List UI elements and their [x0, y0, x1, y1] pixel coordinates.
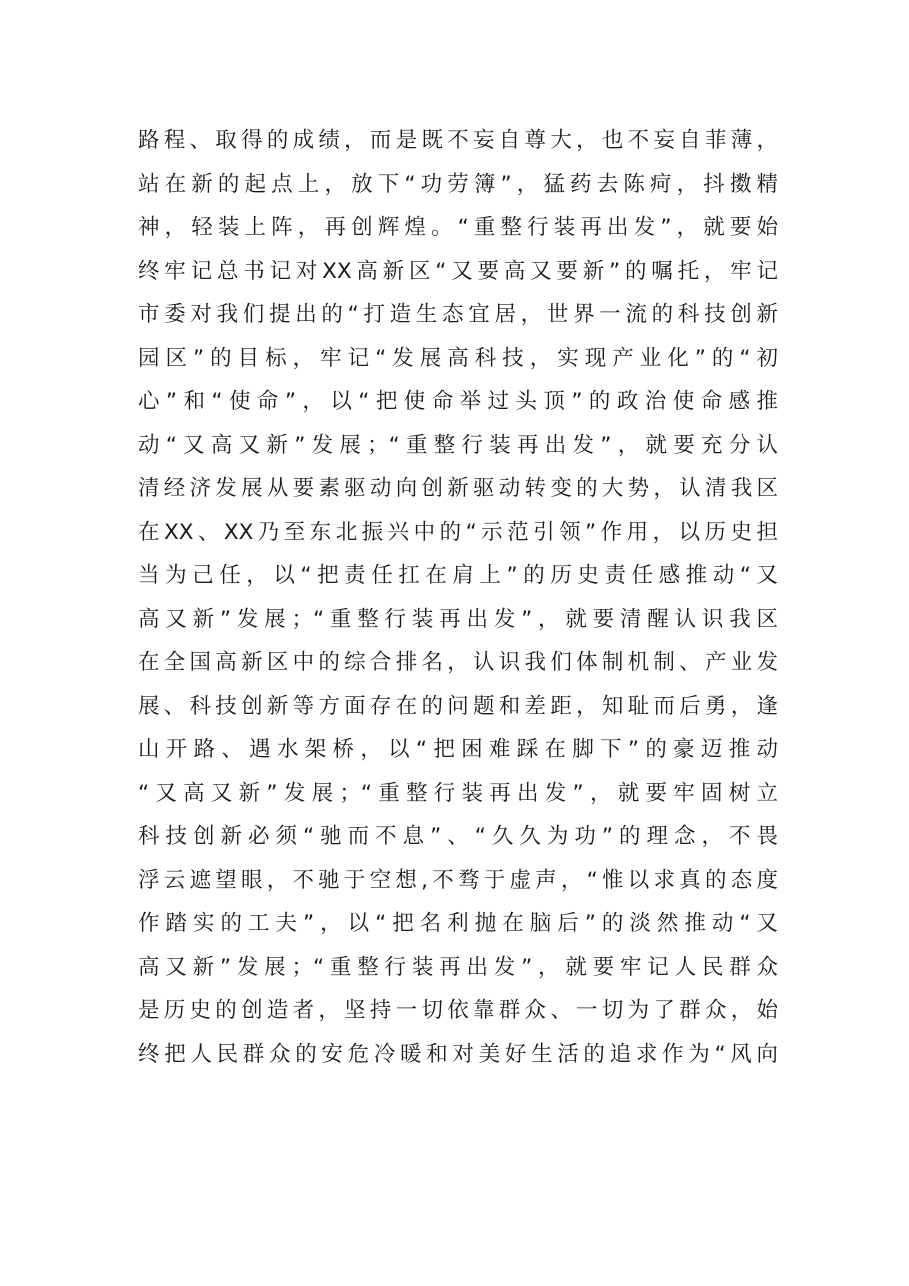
text-line: 作踏实的工夫”，以“把名利抛在脑后”的淡然推动“又 — [138, 911, 778, 936]
text-line: 市委对我们提出的“打造生态宜居，世界一流的科技创新 — [138, 302, 778, 327]
text-line: 是历史的创造者，坚持一切依靠群众、一切为了群众，始 — [138, 998, 778, 1023]
text-line: 当为己任，以“把责任扛在肩上”的历史责任感推动“又 — [138, 563, 778, 588]
text-line: 终把人民群众的安危冷暖和对美好生活的追求作为“风向 — [138, 1041, 778, 1067]
text-line: 终牢记总书记对XX高新区“又要高又要新”的嘱托，牢记 — [138, 258, 778, 284]
text-line: 高又新”发展；“重整行装再出发”，就要清醒认识我区 — [138, 606, 778, 632]
text-line: 清经济发展从要素驱动向创新驱动转变的大势，认清我区 — [138, 476, 778, 501]
text-line: 科技创新必须“驰而不息”、“久久为功”的理念，不畏 — [138, 824, 778, 849]
text-line: 展、科技创新等方面存在的问题和差距，知耻而后勇，逢 — [138, 693, 778, 719]
text-line: 山开路、遇水架桥，以“把困难踩在脚下”的豪迈推动 — [138, 737, 778, 762]
text-line: 路程、取得的成绩，而是既不妄自尊大，也不妄自菲薄， — [138, 128, 778, 153]
text-line: 站在新的起点上，放下“功劳簿”，猛药去陈疴，抖擞精 — [138, 171, 778, 197]
text-line: 在全国高新区中的综合排名，认识我们体制机制、产业发 — [138, 650, 778, 675]
text-line: 神，轻装上阵，再创辉煌。“重整行装再出发”，就要始 — [138, 215, 778, 240]
text-line: 动“又高又新”发展；“重整行装再出发”，就要充分认 — [138, 432, 778, 458]
text-line: 高又新”发展；“重整行装再出发”，就要牢记人民群众 — [138, 954, 778, 980]
text-line: 园区”的目标，牢记“发展高科技，实现产业化”的“初 — [138, 345, 778, 371]
text-line: “又高又新”发展；“重整行装再出发”，就要牢固树立 — [138, 780, 778, 806]
body-paragraph — [138, 119, 778, 1076]
text-line: 在XX、XX乃至东北振兴中的“示范引领”作用，以历史担 — [138, 519, 778, 545]
text-line: 浮云遮望眼，不驰于空想,不骛于虚声，“惟以求真的态度 — [138, 867, 778, 893]
text-line: 心”和“使命”，以“把使命举过头顶”的政治使命感推 — [138, 389, 778, 414]
